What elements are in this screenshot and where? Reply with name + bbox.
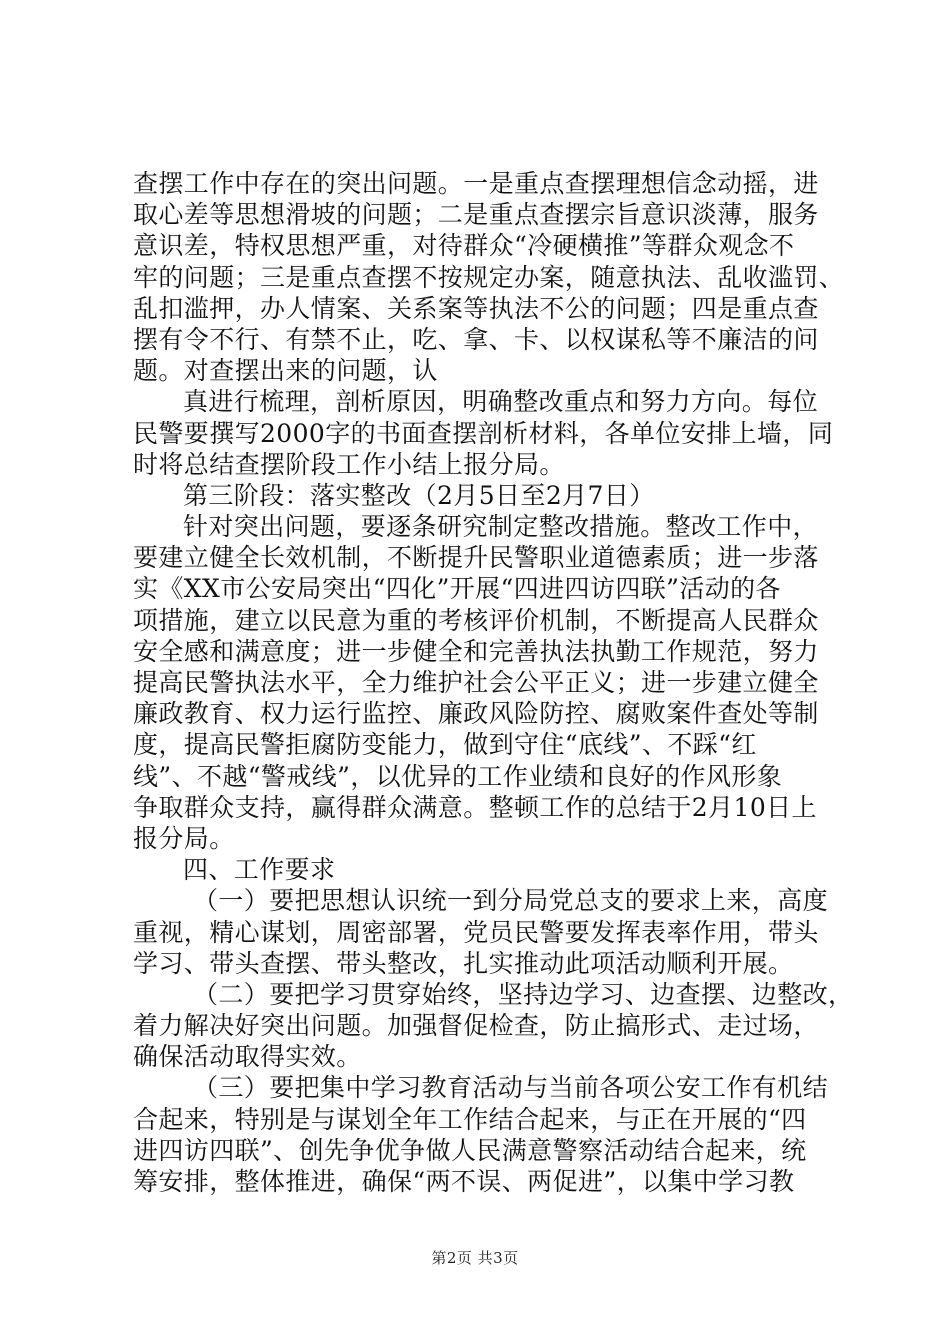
section-heading: 四、工作要求 [183,855,336,885]
page-number-footer: 第2页 共3页 [431,1249,519,1267]
text-line: 提高民警执法水平，全力维护社会公平正义；进一步建立健全 [133,668,819,697]
text-line: （二）要把学习贯穿始终，坚持边学习、边查摆、边整改， [193,979,854,1009]
text-line: 线”、不越“警戒线”，以优异的工作业绩和良好的作风形象 [133,761,783,791]
text-line: 题。对查摆出来的问题，认 [133,356,438,386]
document-body [133,168,854,1197]
text-line: 时将总结查摆阶段工作小结上报分局。 [133,449,565,479]
text-line: （三）要把集中学习教育活动与当前各项公安工作有机结 [193,1073,829,1103]
text-line: 牢的问题；三是重点查摆不按规定办案，随意执法、乱收滥罚、 [133,262,845,292]
text-line: 报分局。 [133,823,235,853]
text-line: （一）要把思想认识统一到分局党总支的要求上来，高度 [193,886,829,916]
text-line: 进四访四联”、创先争优争做人民满意警察活动结合起来，统 [133,1135,807,1165]
text-line: 要建立健全长效机制，不断提升民警职业道德素质；进一步落 [133,543,819,573]
text-line: 意识差，特权思想严重，对待群众“冷硬横推”等群众观念不 [133,231,795,261]
text-line: 项措施，建立以民意为重的考核评价机制，不断提高人民群众 [133,605,819,635]
text-line: 摆有令不行、有禁不止，吃、拿、卡、以权谋私等不廉洁的问 [133,324,819,354]
text-line: 安全感和满意度；进一步健全和完善执法执勤工作规范，努力 [133,636,819,666]
text-line: 实《XX市公安局突出“四化”开展“四进四访四联”活动的各 [133,574,781,604]
text-line: 乱扣滥押，办人情案、关系案等执法不公的问题；四是重点查 [133,293,819,323]
text-line: 争取群众支持，赢得群众满意。整顿工作的总结于2月10日上 [133,792,817,822]
text-line: 查摆工作中存在的突出问题。一是重点查摆理想信念动摇，进 [133,169,819,198]
text-line: 筹安排，整体推进，确保“两不误、两促进”，以集中学习教 [133,1167,795,1196]
text-line: 廉政教育、权力运行监控、廉政风险防控、腐败案件查处等制 [133,699,819,729]
text-line: 真进行梳理，剖析原因，明确整改重点和努力方向。每位 [183,387,819,417]
text-line: 着力解决好突出问题。加强督促检查，防止搞形式、走过场， [133,1011,819,1041]
text-line: 确保活动取得实效。 [133,1042,362,1072]
text-line: 重视，精心谋划，周密部署，党员民警要发挥表率作用，带头 [133,917,819,947]
text-line: 度，提高民警拒腐防变能力，做到守住“底线”、不踩“红 [133,730,757,760]
section-heading: 第三阶段：落实整改（2月5日至2月7日） [183,480,655,510]
text-line: 取心差等思想滑坡的问题；二是重点查摆宗旨意识淡薄，服务 [133,200,819,230]
text-line: 民警要撰写2000字的书面查摆剖析材料，各单位安排上墙，同 [133,418,834,448]
text-line: 合起来，特别是与谋划全年工作结合起来，与正在开展的“四 [133,1104,807,1134]
text-line: 针对突出问题，要逐条研究制定整改措施。整改工作中， [183,512,819,542]
text-line: 学习、带头查摆、带头整改，扎实推动此项活动顺利开展。 [133,948,794,978]
